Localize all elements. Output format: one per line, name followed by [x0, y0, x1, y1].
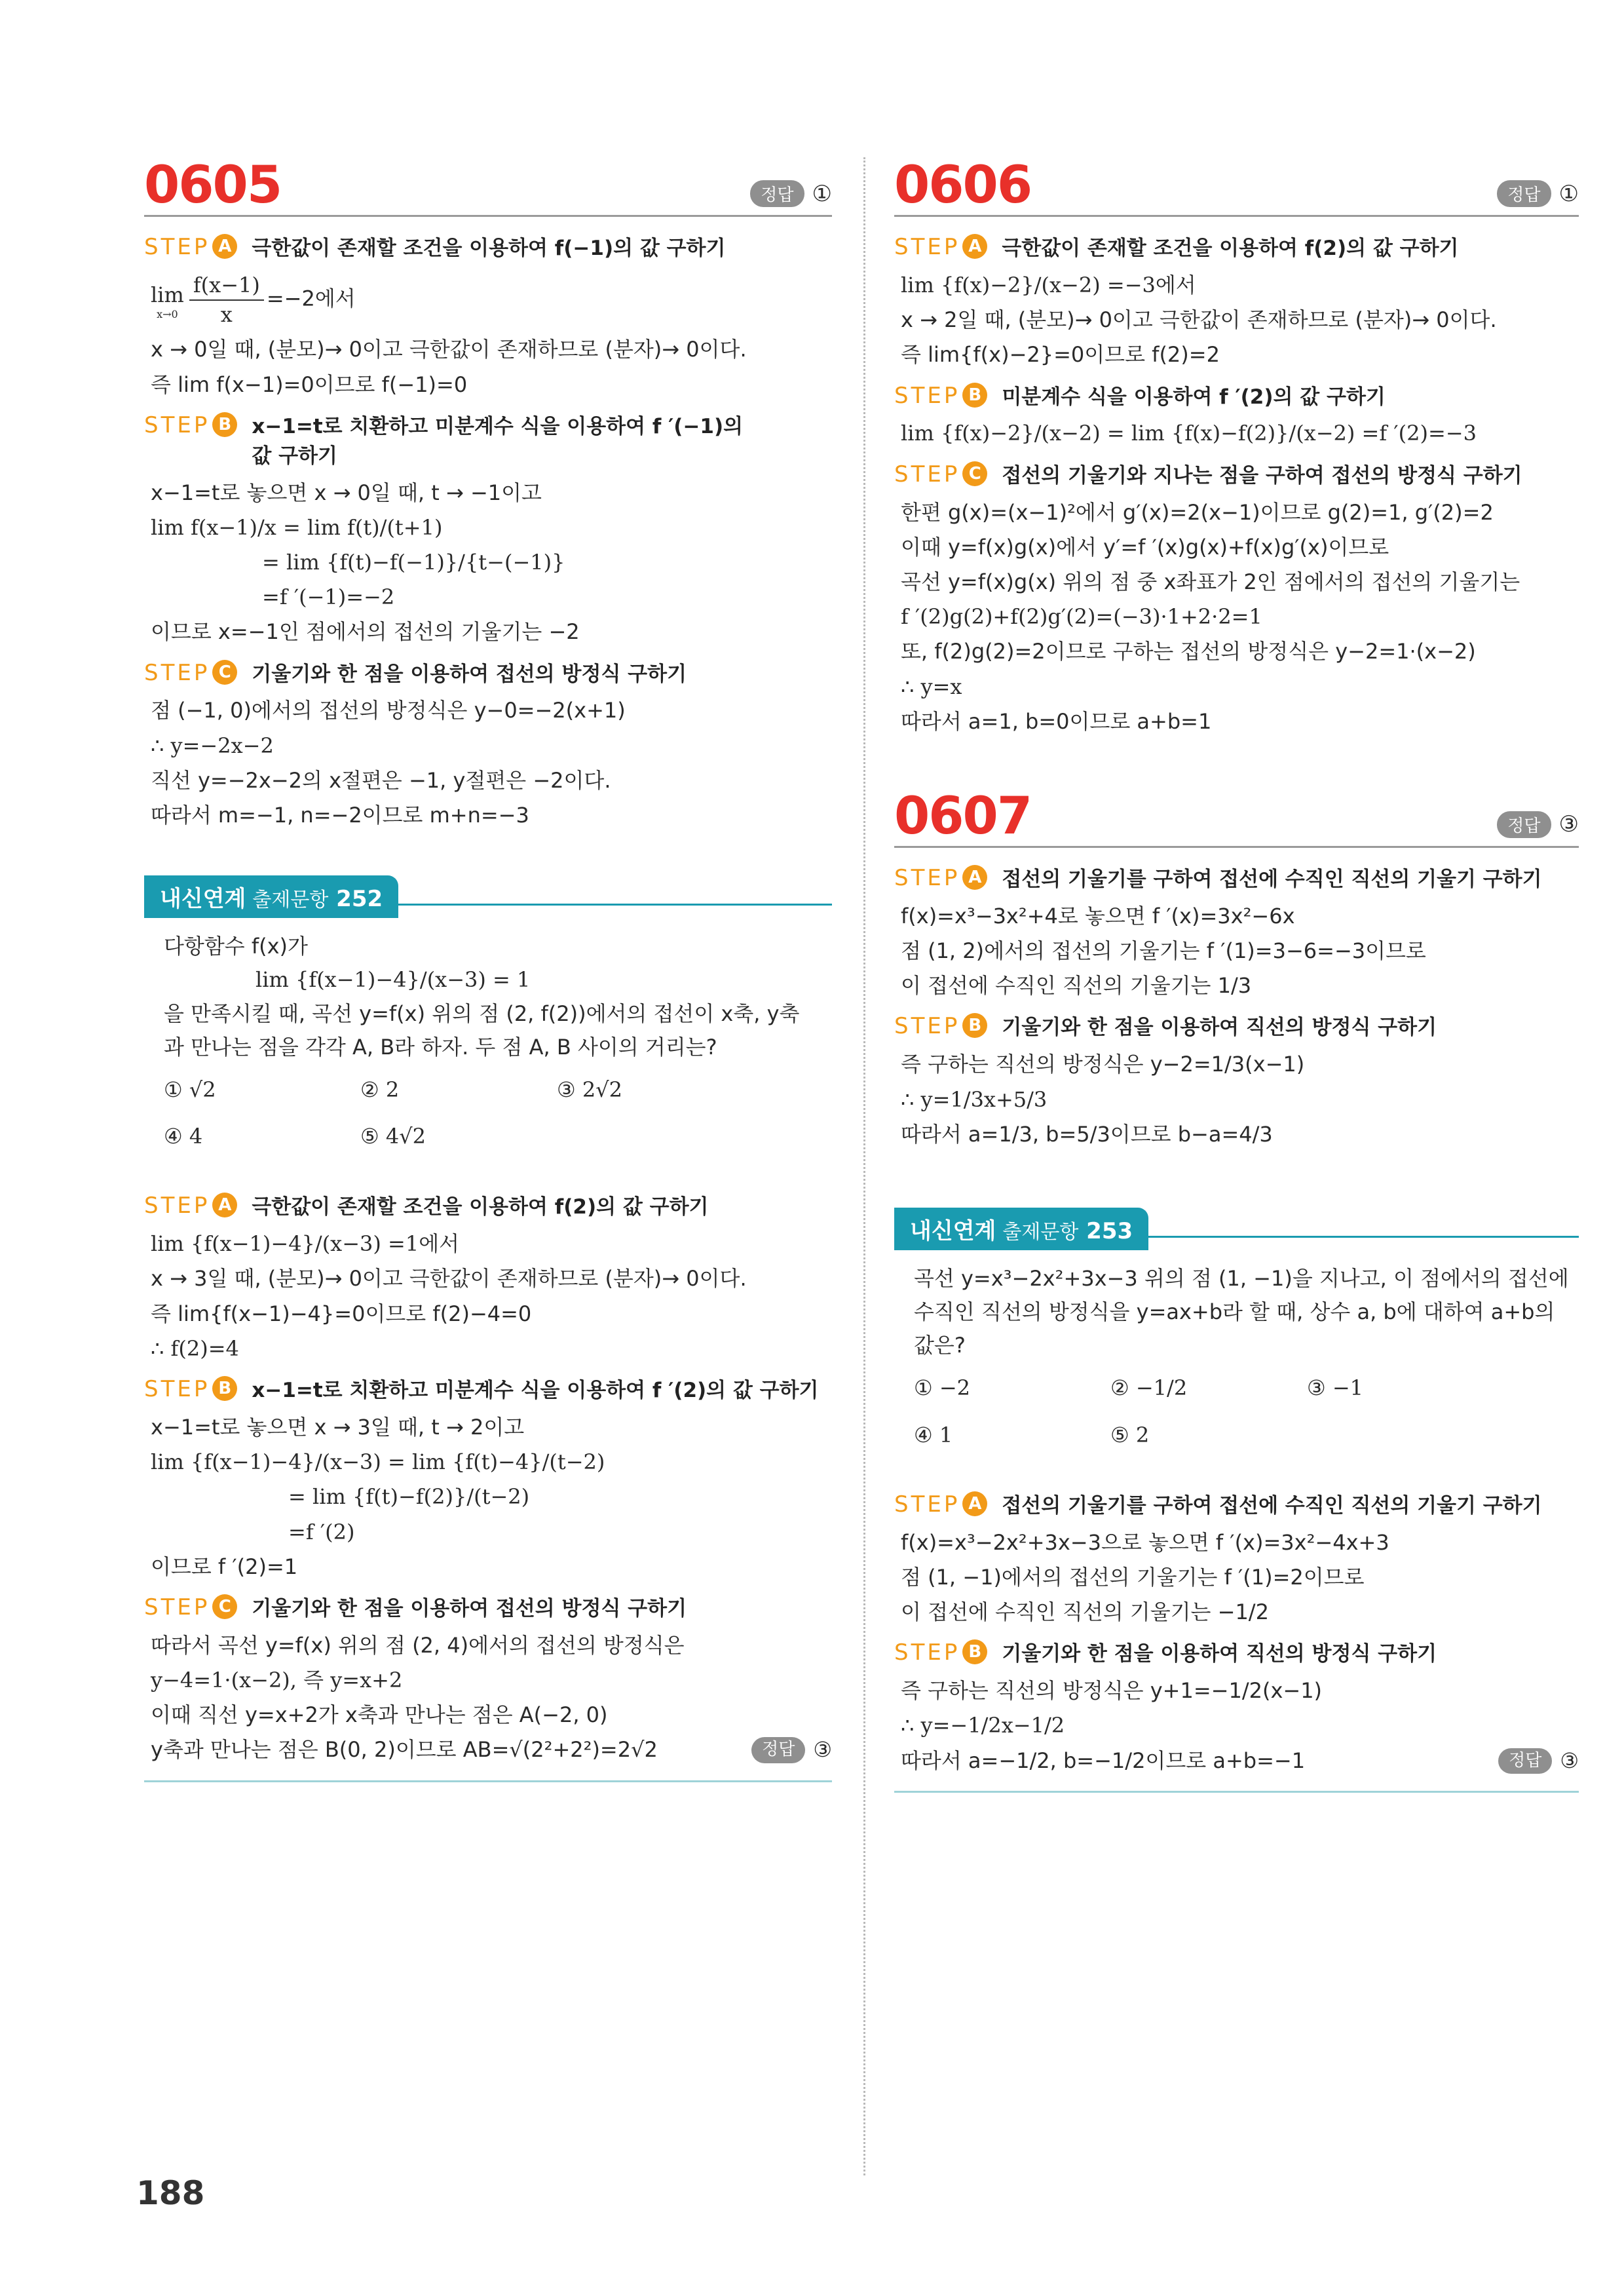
step-title: 극한값이 존재할 조건을 이용하여 f(2)의 값 구하기 — [1002, 237, 1459, 260]
question-text: 수직인 직선의 방정식을 y=ax+b라 할 때, 상수 a, b에 대하여 a+b의 — [914, 1299, 1555, 1325]
answer-badge — [1497, 811, 1579, 838]
step-b — [144, 1376, 832, 1406]
box-label-text: 내신연계 — [910, 1217, 996, 1244]
math-line: x → 2일 때, (분모)→ 0이고 극한값이 존재하므로 (분자)→ 0이다. — [901, 307, 1497, 333]
answer-label: 정답 — [750, 180, 804, 207]
step-badge-c: C — [212, 660, 237, 685]
step-a — [144, 234, 832, 263]
math-line: 이때 직선 y=x+2가 x축과 만나는 점은 A(−2, 0) — [151, 1702, 608, 1728]
step-title: 접선의 기울기와 지나는 점을 구하여 접선의 방정식 구하기 — [1002, 463, 1522, 488]
math-line: 이때 y=f(x)g(x)에서 y′=f ′(x)g(x)+f(x)g′(x)이므로 — [901, 534, 1389, 560]
math-line: 즉 lim f(x−1)=0이므로 f(−1)=0 — [151, 372, 468, 397]
problem-header-0606 — [894, 151, 1579, 217]
math-line: 한편 g(x)=(x−1)²에서 g′(x)=2(x−1)이므로 g(2)=1, g′(2)=2 — [901, 499, 1494, 525]
math-line: 따라서 a=1/3, b=5/3이므로 b−a=4/3 — [901, 1121, 1273, 1147]
math-line: 따라서 곡선 y=f(x) 위의 점 (2, 4)에서의 접선의 방정식은 — [151, 1632, 685, 1658]
box-header — [894, 1208, 1579, 1250]
question-text: 과 만나는 점을 각각 A, B라 하자. 두 점 A, B 사이의 거리는? — [164, 1034, 717, 1060]
box-question — [164, 930, 832, 1153]
choice: ② 2 — [360, 1077, 400, 1102]
question-text: 을 만족시킬 때, 곡선 y=f(x) 위의 점 (2, f(2))에서의 접선이 x축, y축 — [164, 1001, 800, 1026]
box-rule — [398, 904, 832, 906]
step-title: 기울기와 한 점을 이용하여 접선의 방정식 구하기 — [252, 662, 687, 686]
math-line: = lim {f(t)−f(2)}/(t−2) — [288, 1484, 530, 1510]
step-badge-b: B — [212, 1376, 237, 1401]
step-b — [894, 1013, 1579, 1043]
math-line: = lim {f(t)−f(−1)}/{t−(−1)} — [262, 549, 565, 575]
step-word: STEP — [894, 1013, 960, 1040]
problem-number: 0605 — [144, 156, 282, 215]
answer-label: 정답 — [1498, 1748, 1552, 1774]
problem-number: 0606 — [894, 156, 1032, 215]
math-line: 이 접선에 수직인 직선의 기울기는 1/3 — [901, 973, 1252, 999]
step-a — [894, 1491, 1579, 1521]
math-line: lim {f(x)−2}/(x−2) =−3에서 — [901, 272, 1196, 297]
choice: ① −2 — [914, 1375, 971, 1401]
choices — [914, 1371, 1579, 1451]
step-word: STEP — [894, 234, 960, 260]
step-b — [894, 1639, 1579, 1669]
step-c — [144, 1594, 832, 1624]
math-line: 점 (1, −1)에서의 접선의 기울기는 f ′(1)=2이므로 — [901, 1564, 1365, 1590]
math-line: x → 3일 때, (분모)→ 0이고 극한값이 존재하므로 (분자)→ 0이다. — [151, 1266, 747, 1292]
math-text: =−2에서 — [266, 286, 356, 311]
answer-badge — [751, 1736, 832, 1764]
math-line: ∴ y=1/3x+5/3 — [901, 1086, 1048, 1112]
box-num: 253 — [1086, 1217, 1133, 1244]
step-badge-b: B — [212, 412, 237, 437]
math-line: 또, f(2)g(2)=2이므로 구하는 접선의 방정식은 y−2=1·(x−2) — [901, 639, 1476, 664]
step-word: STEP — [894, 1639, 960, 1666]
math-line: x−1=t로 놓으면 x → 0일 때, t → −1이고 — [151, 480, 542, 505]
math-text: 따라서 a=−1/2, b=−1/2이므로 a+b=−1 — [901, 1748, 1306, 1773]
step-a — [894, 865, 1579, 894]
math-line: =f ′(−1)=−2 — [262, 584, 395, 610]
step-word: STEP — [894, 1491, 960, 1518]
step-title: 미분계수 식을 이용하여 f ′(2)의 값 구하기 — [1002, 385, 1386, 409]
fraction: $\frac{f(x-1)}{x}$ — [189, 271, 264, 329]
step-badge-a: A — [962, 1491, 987, 1516]
step-word: STEP — [144, 234, 210, 260]
math-line: lim {f(x−1)−4}/(x−3) =1에서 — [151, 1231, 460, 1257]
box-label — [894, 1208, 1148, 1250]
end-rule — [144, 1780, 832, 1782]
math-line: 이므로 x=−1인 점에서의 접선의 기울기는 −2 — [151, 619, 580, 645]
box-question — [914, 1262, 1579, 1452]
step-c — [144, 660, 832, 689]
box-num: 252 — [336, 886, 383, 913]
step-word: STEP — [144, 411, 210, 438]
math-text: y축과 만나는 점은 B(0, 2)이므로 AB=√(2²+2²)=2√2 — [151, 1737, 658, 1763]
answer-value: ③ — [813, 1737, 832, 1763]
math-line: f(x)=x³−2x²+3x−3으로 놓으면 f ′(x)=3x²−4x+3 — [901, 1529, 1389, 1555]
step-c — [894, 461, 1579, 491]
step-word: STEP — [144, 659, 210, 686]
step-badge-a: A — [962, 865, 987, 890]
step-title: x−1=t로 치환하고 미분계수 식을 이용하여 f ′(2)의 값 구하기 — [252, 1379, 819, 1402]
step-title: 극한값이 존재할 조건을 이용하여 f(2)의 값 구하기 — [252, 1195, 709, 1219]
math-line: ∴ f(2)=4 — [151, 1335, 239, 1361]
step-word: STEP — [144, 1376, 210, 1402]
math-line: lim {f(x−1)−4}/(x−3) = lim {f(t)−4}/(t−2) — [151, 1449, 605, 1475]
step-badge-b: B — [962, 383, 987, 408]
math-line: 직선 y=−2x−2의 x절편은 −1, y절편은 −2이다. — [151, 767, 611, 793]
math-line — [151, 1736, 832, 1764]
math-line: 점 (−1, 0)에서의 접선의 방정식은 y−0=−2(x+1) — [151, 698, 626, 723]
step-word: STEP — [894, 461, 960, 488]
step-title: 기울기와 한 점을 이용하여 접선의 방정식 구하기 — [252, 1596, 687, 1620]
step-a — [894, 234, 1579, 263]
step-word: STEP — [144, 1193, 210, 1219]
step-badge-c: C — [212, 1594, 237, 1619]
step-title: 접선의 기울기를 구하여 접선에 수직인 직선의 기울기 구하기 — [1002, 1493, 1542, 1518]
right-column — [894, 151, 1579, 1793]
step-title: x−1=t로 치환하고 미분계수 식을 이용하여 f ′(−1)의 값 구하기 — [252, 414, 744, 468]
math-line — [901, 1747, 1579, 1775]
step-title: 극한값이 존재할 조건을 이용하여 f(−1)의 값 구하기 — [252, 237, 726, 260]
math-line: 즉 구하는 직선의 방정식은 y−2=1/3(x−1) — [901, 1052, 1305, 1077]
problem-header-0605 — [144, 151, 832, 217]
math-line: 따라서 m=−1, n=−2이므로 m+n=−3 — [151, 803, 529, 828]
answer-value: ① — [812, 180, 832, 207]
choice: ④ 4 — [164, 1124, 203, 1149]
math-line: f ′(2)g(2)+f(2)g′(2)=(−3)·1+2·2=1 — [901, 604, 1262, 630]
math-line: 따라서 a=1, b=0이므로 a+b=1 — [901, 708, 1212, 734]
step-word: STEP — [894, 864, 960, 891]
box-sub: 출제문항 — [1002, 1220, 1079, 1244]
column-divider — [863, 157, 865, 2175]
math-line: f(x)=x³−3x²+4로 놓으면 f ′(x)=3x²−6x — [901, 903, 1295, 928]
answer-value: ③ — [1560, 1748, 1579, 1773]
math-line: y−4=1·(x−2), 즉 y=x+2 — [151, 1668, 403, 1693]
math-line: 즉 lim{f(x)−2}=0이므로 f(2)=2 — [901, 342, 1220, 368]
problem-header-0607 — [894, 782, 1579, 848]
choice: ③ −1 — [1307, 1375, 1364, 1401]
answer-value: ① — [1558, 180, 1579, 207]
step-badge-b: B — [962, 1013, 987, 1038]
question-formula: lim {f(x−1)−4}/(x−3) = 1 — [255, 967, 531, 993]
box-rule — [1148, 1236, 1579, 1238]
step-title: 기울기와 한 점을 이용하여 직선의 방정식 구하기 — [1002, 1016, 1437, 1040]
box-sub: 출제문항 — [252, 889, 329, 912]
box-label-text: 내신연계 — [160, 886, 246, 913]
step-b — [894, 383, 1579, 412]
related-problem-252 — [144, 875, 832, 1153]
page-number: 188 — [136, 2174, 205, 2212]
step-badge-a: A — [212, 1193, 237, 1217]
choice: ② −1/2 — [1110, 1375, 1188, 1401]
math-line: 점 (1, 2)에서의 접선의 기울기는 f ′(1)=3−6=−3이므로 — [901, 938, 1426, 963]
choice: ③ 2√2 — [557, 1077, 622, 1102]
math-line: ∴ y=−2x−2 — [151, 733, 274, 758]
math-line: x → 0일 때, (분모)→ 0이고 극한값이 존재하므로 (분자)→ 0이다. — [151, 337, 747, 362]
math-line: 즉 구하는 직선의 방정식은 y+1=−1/2(x−1) — [901, 1678, 1323, 1704]
question-text: 다항함수 f(x)가 — [164, 934, 308, 959]
choice: ⑤ 4√2 — [360, 1124, 426, 1149]
question-text: 값은? — [914, 1333, 966, 1358]
choices — [164, 1073, 832, 1153]
math-line: ∴ y=−1/2x−1/2 — [901, 1713, 1065, 1738]
answer-label: 정답 — [1497, 811, 1551, 838]
answer-value: ③ — [1558, 811, 1579, 838]
box-header — [144, 875, 832, 918]
related-problem-253 — [894, 1208, 1579, 1452]
step-badge-c: C — [962, 461, 987, 486]
math-line: =f ′(2) — [288, 1519, 355, 1544]
question-text: 곡선 y=x³−2x²+3x−3 위의 점 (1, −1)을 지나고, 이 점에서의 접선에 — [914, 1265, 1569, 1291]
numerator: (x−1) — [200, 272, 260, 297]
choice: ① √2 — [164, 1077, 216, 1102]
math-line: 이 접선에 수직인 직선의 기울기는 −1/2 — [901, 1599, 1269, 1625]
step-badge-a: A — [962, 234, 987, 259]
math-line: ∴ y=x — [901, 674, 962, 699]
math-line: lim {f(x)−2}/(x−2) = lim {f(x)−f(2)}/(x−2) =f ′(2)=−3 — [901, 421, 1477, 446]
step-title: 기울기와 한 점을 이용하여 직선의 방정식 구하기 — [1002, 1642, 1437, 1666]
denominator: x — [220, 302, 233, 328]
left-column — [144, 151, 832, 1782]
answer-badge — [1498, 1747, 1579, 1775]
step-title: 접선의 기울기를 구하여 접선에 수직인 직선의 기울기 구하기 — [1002, 867, 1542, 891]
box-label — [144, 875, 398, 918]
math-line: x−1=t로 놓으면 x → 3일 때, t → 2이고 — [151, 1414, 525, 1440]
answer-label: 정답 — [1497, 180, 1551, 207]
step-word: STEP — [894, 382, 960, 409]
step-word: STEP — [144, 1594, 210, 1620]
math-line — [151, 271, 832, 329]
math-line: 즉 lim{f(x−1)−4}=0이므로 f(2)−4=0 — [151, 1301, 532, 1326]
math-line: 이므로 f ′(2)=1 — [151, 1554, 298, 1579]
choice: ④ 1 — [914, 1422, 953, 1447]
step-badge-a: A — [212, 234, 237, 259]
step-b — [144, 412, 832, 471]
lim-symbol: lim x→0 — [151, 282, 184, 320]
answer-badge — [750, 180, 832, 207]
step-a — [144, 1193, 832, 1222]
answer-label: 정답 — [751, 1737, 805, 1763]
math-line: lim f(x−1)/x = lim f(t)/(t+1) — [151, 514, 443, 540]
end-rule — [894, 1791, 1579, 1793]
math-line: 곡선 y=f(x)g(x) 위의 점 중 x좌표가 2인 점에서의 접선의 기울기는 — [901, 569, 1520, 594]
choice: ⑤ 2 — [1110, 1422, 1150, 1447]
step-badge-b: B — [962, 1639, 987, 1664]
answer-badge — [1497, 180, 1579, 207]
problem-number: 0607 — [894, 786, 1032, 846]
